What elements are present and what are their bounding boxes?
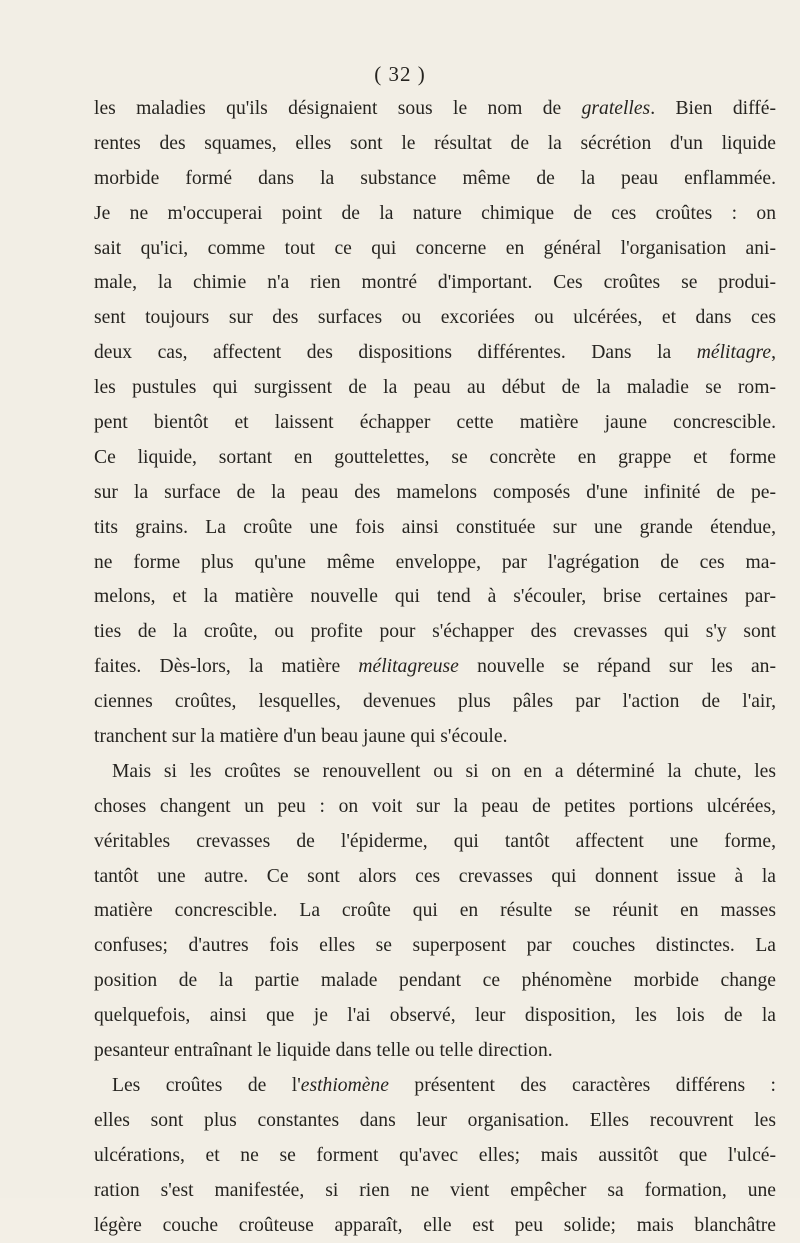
text-line (94, 580, 776, 615)
line-text: Je ne m'occuperai point de la nature chimique de ces croûtes : on (94, 203, 776, 224)
line-text: position de la partie malade pendant ce phénomène morbide change (94, 970, 776, 991)
paragraph (94, 1069, 776, 1243)
line-text: Ce liquide, sortant en gouttelettes, se concrète en grappe et forme (94, 447, 776, 468)
line-text: ciennes croûtes, lesquelles, devenues plus pâles par l'action de l'air, (94, 691, 776, 712)
line-text: tits grains. La croûte une fois ainsi constituée sur une grande étendue, (94, 517, 776, 538)
line-text: véritables crevasses de l'épiderme, qui tantôt affectent une forme, (94, 831, 776, 852)
line-text: sur la surface de la peau des mamelons composés d'une infinité de pe- (94, 482, 776, 503)
text-line (94, 92, 776, 127)
line-text: Mais si les croûtes se renouvellent ou si on en a déterminé la chute, les (112, 761, 776, 782)
text-line (94, 1034, 776, 1069)
text-line (94, 546, 776, 581)
text-line (94, 755, 776, 790)
text-line (94, 650, 776, 685)
text-line (94, 1104, 776, 1139)
line-text: les maladies qu'ils désignaient sous le nom de (94, 98, 582, 119)
text-line (94, 197, 776, 232)
text-line (94, 266, 776, 301)
text-line (94, 476, 776, 511)
italic-term: esthiomène (301, 1075, 389, 1096)
text-line (94, 127, 776, 162)
line-text: deux cas, affectent des dispositions différentes. Dans la (94, 342, 697, 363)
text-line (94, 825, 776, 860)
text-line (94, 929, 776, 964)
line-text: tantôt une autre. Ce sont alors ces crevasses qui donnent issue à la (94, 866, 776, 887)
line-text: Les croûtes de l' (112, 1075, 301, 1096)
line-text: les pustules qui surgissent de la peau au début de la maladie se rom- (94, 377, 776, 398)
line-text: elles sont plus constantes dans leur organisation. Elles recouvrent les (94, 1110, 776, 1131)
line-text: légère couche croûteuse apparaît, elle est peu solide; mais blanchâtre (94, 1215, 776, 1236)
text-line (94, 1209, 776, 1243)
text-line (94, 1139, 776, 1174)
line-text: choses changent un peu : on voit sur la peau de petites portions ulcérées, (94, 796, 776, 817)
text-line (94, 860, 776, 895)
page-number: ( 32 ) (0, 62, 800, 87)
italic-term: mélitagreuse (358, 656, 459, 677)
italic-term: gratelles (582, 98, 651, 119)
line-text-continued: . Bien diffé- (650, 98, 776, 119)
paragraph (94, 92, 776, 755)
line-text: rentes des squames, elles sont le résultat de la sécrétion d'un liquide (94, 133, 776, 154)
line-text-continued: présentent des caractères différens : (389, 1075, 776, 1096)
line-text: male, la chimie n'a rien montré d'important. Ces croûtes se produi- (94, 272, 776, 293)
line-text: ne forme plus qu'une même enveloppe, par l'agrégation de ces ma- (94, 552, 776, 573)
line-text: morbide formé dans la substance même de la peau enflammée. (94, 168, 776, 189)
text-line (94, 720, 776, 755)
line-text: matière concrescible. La croûte qui en résulte se réunit en masses (94, 900, 776, 921)
italic-term: mélitagre (697, 342, 771, 363)
line-text: tranchent sur la matière d'un beau jaune qui s'écoule. (94, 726, 507, 747)
text-line (94, 301, 776, 336)
line-text: faites. Dès-lors, la matière (94, 656, 358, 677)
line-text-continued: , (771, 342, 776, 363)
line-text-continued: nouvelle se répand sur les an- (459, 656, 776, 677)
text-line (94, 511, 776, 546)
text-line (94, 441, 776, 476)
line-text: sait qu'ici, comme tout ce qui concerne en général l'organisation ani- (94, 238, 776, 259)
text-line (94, 964, 776, 999)
text-line (94, 162, 776, 197)
body-text (94, 92, 776, 1243)
text-line (94, 999, 776, 1034)
line-text: ration s'est manifestée, si rien ne vient empêcher sa formation, une (94, 1180, 776, 1201)
text-line (94, 1069, 776, 1104)
text-line (94, 336, 776, 371)
text-line (94, 406, 776, 441)
text-line (94, 894, 776, 929)
line-text: quelquefois, ainsi que je l'ai observé, leur disposition, les lois de la (94, 1005, 776, 1026)
line-text: ties de la croûte, ou profite pour s'échapper des crevasses qui s'y sont (94, 621, 776, 642)
line-text: confuses; d'autres fois elles se superposent par couches distinctes. La (94, 935, 776, 956)
text-line (94, 685, 776, 720)
line-text: ulcérations, et ne se forment qu'avec elles; mais aussitôt que l'ulcé- (94, 1145, 776, 1166)
text-line (94, 615, 776, 650)
line-text: melons, et la matière nouvelle qui tend à s'écouler, brise certaines par- (94, 586, 776, 607)
text-line (94, 1174, 776, 1209)
line-text: pent bientôt et laissent échapper cette matière jaune concrescible. (94, 412, 776, 433)
text-line (94, 371, 776, 406)
line-text: sent toujours sur des surfaces ou excoriées ou ulcérées, et dans ces (94, 307, 776, 328)
line-text: pesanteur entraînant le liquide dans telle ou telle direction. (94, 1040, 553, 1061)
text-line (94, 232, 776, 267)
text-line (94, 790, 776, 825)
paragraph (94, 755, 776, 1069)
